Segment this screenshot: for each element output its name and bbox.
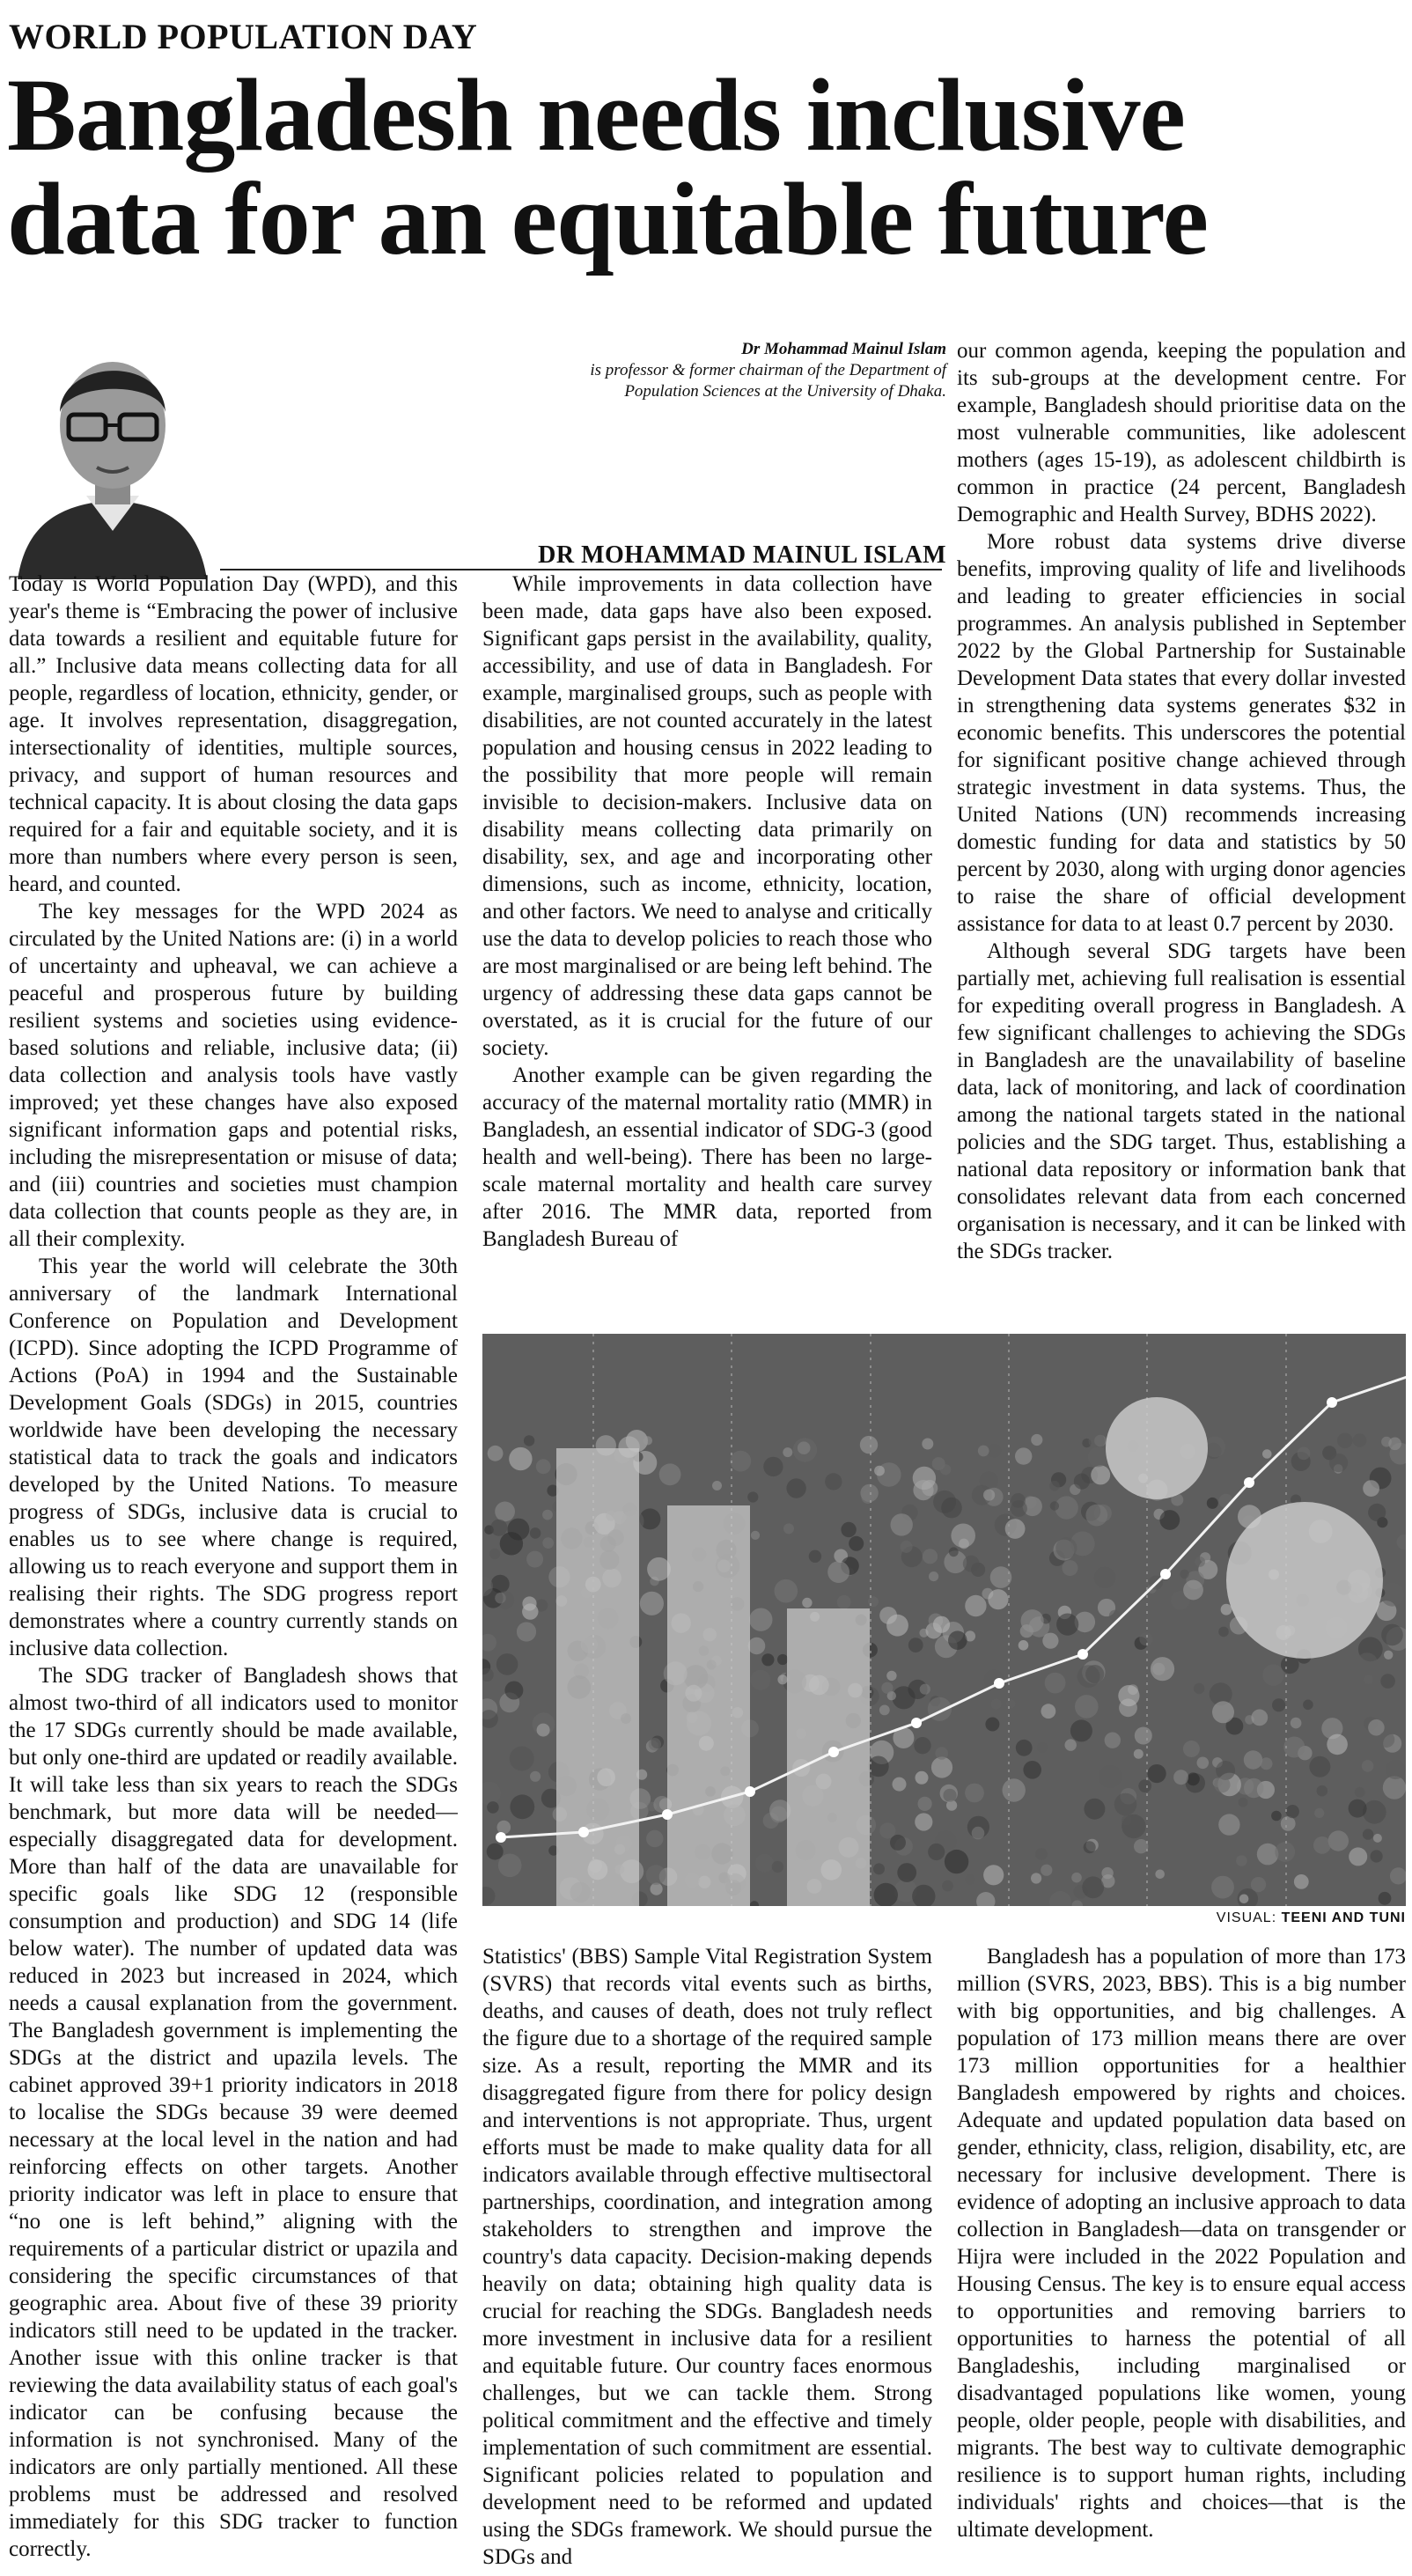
crowd-head [913, 1480, 933, 1500]
crowd-head [1135, 1727, 1152, 1745]
author-name: Dr Mohammad Mainul Islam [741, 340, 946, 358]
crowd-head [777, 1654, 788, 1665]
crowd-head [901, 1541, 913, 1553]
crowd-head [1211, 1876, 1234, 1899]
crowd-head [524, 1435, 534, 1446]
crowd-head [530, 1771, 541, 1782]
crowd-head [783, 1447, 792, 1457]
crowd-head [988, 1444, 1002, 1458]
crowd-head [1388, 1438, 1401, 1451]
crowd-head [1216, 1761, 1235, 1780]
crowd-head [862, 1546, 877, 1561]
crowd-head [990, 1566, 1012, 1588]
crowd-head [537, 1724, 550, 1737]
crowd-head [1371, 1850, 1383, 1862]
crowd-head [861, 1490, 874, 1504]
crowd-head [1373, 1834, 1382, 1843]
crowd-head [1003, 1778, 1026, 1801]
crowd-head [536, 1459, 551, 1474]
crowd-head [755, 1854, 774, 1873]
crowd-head [972, 1827, 985, 1840]
crowd-head [1099, 1765, 1122, 1788]
paragraph: Today is World Population Day (WPD), and this year's theme is “Embracing the power of inclusive data towards a resilient and equitable future for all.” Inclusive data means collecting data for all people, regardless of location, ethnicity, gender, or age. It involves representation, disaggregation, intersectionality of identities, multiple sources, privacy, and support of human resources and technical capacity. It is about closing the data gaps required for a fair and equitable society, and it is more than numbers where every person is seen, heard, and counted. [9, 572, 458, 896]
crowd-head [963, 1556, 980, 1572]
crowd-head [498, 1854, 522, 1878]
crowd-head [1244, 1778, 1263, 1798]
crowd-head [786, 1478, 805, 1498]
crowd-head [965, 1784, 984, 1803]
crowd-head [1089, 1432, 1106, 1449]
crowd-head [1015, 1447, 1032, 1464]
crowd-head [510, 1794, 534, 1819]
crowd-head [643, 1436, 652, 1445]
paragraph: More robust data systems drive diverse benefits, improving quality of life and livelihoods and leading to greater efficiencies in social programmes. An analysis published in September 2022 by the Global Partnership for Sustainable Development Data states that every dollar invested in strengthening data systems generates $32 in economic benefits. This underscores the potential for significant positive change achieved through strategic investment in data systems. Thus, the United Nations (UN) recommends increasing domestic funding for data and statistics by 50 percent by 2030, along with urging donor agencies to raise the share of official development assistance for data to at least 0.7 percent by 2030. [957, 530, 1406, 936]
crowd-head [916, 1771, 929, 1785]
crowd-head [1207, 1498, 1218, 1509]
crowd-head [1239, 1798, 1248, 1807]
crowd-head [978, 1446, 989, 1457]
crowd-head [1349, 1847, 1367, 1866]
crowd-head [1357, 1652, 1378, 1674]
crowd-head [891, 1513, 913, 1535]
crowd-head [941, 1498, 962, 1519]
crowd-head [1194, 1683, 1204, 1694]
crowd-head [646, 1865, 666, 1885]
crowd-head [1031, 1434, 1042, 1446]
crowd-head [841, 1522, 856, 1537]
crowd-head [827, 1561, 849, 1583]
crowd-head [1070, 1719, 1092, 1741]
crowd-head [949, 1547, 959, 1557]
crowd-head [1251, 1710, 1268, 1726]
crowd-head [646, 1830, 663, 1847]
crowd-head [1074, 1474, 1090, 1490]
crowd-head [761, 1653, 774, 1666]
crowd-head [775, 1579, 798, 1603]
crowd-head [542, 1510, 553, 1520]
crowd-head [1283, 1737, 1305, 1758]
crowd-head [897, 1863, 916, 1882]
crowd-head [509, 1447, 532, 1470]
crowd-head [1314, 1808, 1324, 1818]
crowd-head [1065, 1739, 1077, 1750]
author-photo [9, 320, 216, 579]
trend-marker [1327, 1397, 1337, 1408]
crowd-head [1031, 1873, 1041, 1883]
crowd-head [749, 1608, 772, 1631]
crowd-head [772, 1861, 783, 1873]
crowd-head [1049, 1481, 1060, 1491]
crowd-head [1173, 1770, 1188, 1785]
crowd-head [1363, 1480, 1379, 1497]
crowd-head [1155, 1870, 1165, 1880]
trend-marker [496, 1832, 506, 1843]
crowd-head [490, 1520, 507, 1536]
crowd-head [988, 1589, 1008, 1609]
crowd-head [929, 1571, 938, 1581]
crowd-head [530, 1527, 541, 1539]
pie-disc [1106, 1397, 1208, 1499]
crowd-head [487, 1801, 499, 1814]
paragraph: Statistics' (BBS) Sample Vital Registration System (SVRS) that records vital events such as births, deaths, and causes of death, does not truly reflect the figure due to a shortage of the required sample size. As a result, reporting the MMR and its disaggregated figure from there for policy design and interventions is not appropriate. Thus, urgent efforts must be made to make quality data for all indicators available through effective multisectoral partnerships, coordination, and integration among stakeholders to strengthen and improve the country's data capacity. Decision-making depends heavily on data; obtaining high quality data is crucial for reaching the SDGs. Bangladesh needs more investment in inclusive data for a resilient and equitable future. Our country faces enormous challenges, but we can tackle them. Strong political commitment and the effective and timely implementation of such commitment are essential. Significant policies related to population and development need to be reformed and updated using the SDGs framework. We should pursue the SDGs and [482, 1945, 932, 2569]
crowd-head [1088, 1446, 1108, 1467]
crowd-head [517, 1622, 536, 1641]
crowd-head [1091, 1465, 1110, 1484]
crowd-head [1159, 1510, 1180, 1530]
visual-credit-label: VISUAL: [1216, 1910, 1277, 1925]
crowd-head [1363, 1800, 1386, 1824]
crowd-head [495, 1593, 506, 1604]
crowd-head [1180, 1570, 1188, 1579]
crowd-head [1380, 1674, 1395, 1689]
crowd-head [1006, 1699, 1015, 1708]
crowd-head [1353, 1433, 1367, 1447]
pie-disc [1226, 1502, 1383, 1659]
crowd-head [1082, 1876, 1104, 1898]
crowd-head [983, 1865, 1004, 1885]
visual-bar [787, 1608, 870, 1906]
article-column-2-bottom [482, 1943, 932, 2570]
crowd-head [991, 1699, 1002, 1710]
crowd-head [751, 1531, 760, 1540]
crowd-head [825, 1473, 842, 1490]
paragraph: While improvements in data collection have been made, data gaps have also been exposed. Significant gaps persist in the availability, quality, accessibility, and use of data in Bangladesh. For example, marginalised groups, such as people with disabilities, are not counted accurately in the latest population and housing census in 2022 leading to the possibility that more people will remain invisible to decision-makers. Inclusive data on disability means collecting data primarily on disability, sex, and age and incorporating other dimensions, such as income, ethnicity, location, and other factors. We need to analyse and critically use the data to develop policies to reach those who are most marginalised or are being left behind. The urgency of addressing these data gaps cannot be overstated, as it is crucial for the future of our society. [482, 572, 932, 1060]
crowd-head [1363, 1829, 1373, 1839]
article-column-2-top [482, 570, 932, 1319]
crowd-head [1272, 1698, 1285, 1711]
crowd-head [495, 1502, 515, 1522]
crowd-head [933, 1616, 950, 1633]
crowd-head [1386, 1760, 1405, 1779]
crowd-head [879, 1705, 890, 1716]
crowd-head [942, 1880, 953, 1892]
crowd-head [1329, 1454, 1348, 1472]
crowd-head [712, 1481, 722, 1490]
crowd-head [488, 1446, 504, 1461]
crowd-head [886, 1615, 908, 1637]
crowd-head [1094, 1567, 1115, 1588]
crowd-head [763, 1457, 783, 1476]
crowd-head [487, 1844, 504, 1860]
crowd-head [542, 1537, 554, 1549]
trend-marker [911, 1718, 922, 1728]
crowd-head [1251, 1877, 1266, 1892]
section-kicker: WORLD POPULATION DAY [9, 17, 478, 56]
crowd-head [504, 1682, 523, 1700]
crowd-head [1019, 1640, 1029, 1651]
trend-marker [578, 1827, 589, 1837]
crowd-head [522, 1596, 536, 1610]
crowd-head [1303, 1700, 1313, 1711]
trend-marker [1244, 1477, 1254, 1488]
paragraph: The key messages for the WPD 2024 as circulated by the United Nations are: (i) in a world of uncertainty and upheaval, we can achieve a peaceful and prosperous future by building resilient systems and societies using evidence-based solutions and reliable, inclusive data; (ii) data collection and analysis tools have vastly improved; yet these changes have also exposed significant information gaps and potential risks, including the misrepresentation or misuse of data; and (iii) countries and societies must champion data collection that counts people as they are, in all their complexity. [9, 900, 458, 1251]
crowd-head [1118, 1685, 1139, 1706]
crowd-head [510, 1747, 534, 1771]
crowd-head [922, 1439, 933, 1450]
headline-line-1: Bangladesh needs inclusive [7, 57, 1185, 173]
crowd-head [1075, 1695, 1099, 1719]
visual-credit [1056, 1910, 1406, 1926]
crowd-head [874, 1466, 885, 1476]
crowd-head [1011, 1493, 1026, 1508]
crowd-head [1085, 1665, 1104, 1683]
trend-marker [745, 1786, 755, 1797]
crowd-head [1262, 1665, 1283, 1686]
crowd-head [1236, 1855, 1247, 1866]
crowd-head [526, 1551, 543, 1568]
crowd-head [497, 1821, 511, 1835]
crowd-head [1183, 1741, 1200, 1757]
author-bio [493, 339, 946, 402]
paragraph: Although several SDG targets have been partially met, achieving full realisation is essential for expediting overall progress in Bangladesh. A few significant challenges to achieving the SDGs in Bangladesh are the unavailability of baseline data, lack of monitoring, and lack of coordination among the national targets stated in the national policies and the SDG target. Thus, establishing a national data repository or information bank that consolidates relevant data from each concerned organisation is necessary, and it can be linked with the SDGs tracker. [957, 939, 1406, 1263]
crowd-head [1309, 1756, 1330, 1777]
trend-marker [828, 1747, 839, 1757]
crowd-head [489, 1549, 500, 1559]
crowd-head [893, 1777, 907, 1792]
crowd-head [1271, 1811, 1282, 1822]
crowd-head [890, 1835, 906, 1851]
crowd-head [1294, 1874, 1309, 1889]
crowd-head [1042, 1633, 1058, 1649]
crowd-head [1218, 1627, 1229, 1638]
author-bio-line-1: is professor & former chairman of the Department of [590, 361, 946, 379]
crowd-head [1383, 1776, 1406, 1799]
paragraph: our common agenda, keeping the population and its sub-groups at the development centre. For example, Bangladesh should prioritise data on the most vulnerable communities, like adolescent mothers (ages 15-19), as adolescent childbirth is common in practice (24 percent, Bangladesh Demographic and Health Survey, BDHS 2022). [957, 339, 1406, 526]
crowd-head [1148, 1764, 1166, 1783]
crowd-head [1139, 1632, 1152, 1645]
crowd-head [1275, 1842, 1295, 1862]
crowd-head [920, 1684, 930, 1695]
crowd-head [915, 1813, 932, 1830]
paragraph: Bangladesh has a population of more than 173 million (SVRS, 2023, BBS). This is a big number with big opportunities, and big challenges. A population of 173 million means there are over 173 million opportunities for a healthier Bangladesh empowered by rights and choices. Adequate and updated population data based on gender, ethnicity, class, religion, disability, etc, are necessary for inclusive development. There is evidence of adopting an inclusive approach to data collection in Bangladesh—data on transgender or Hijra were included in the 2022 Population and Housing Census. The key is to ensure equal access to opportunities and removing barriers to opportunities to harness the potential of all Bangladeshis, including marginalised or disadvantaged populations like women, young people, older people, people with disabilities, and migrants. The best way to cultivate demographic resilience is to support human rights, including individuals' rights and choices—that is the ultimate development. [957, 1945, 1406, 2542]
crowd-head [1084, 1799, 1105, 1820]
crowd-head [1134, 1839, 1148, 1853]
crowd-head [860, 1436, 878, 1454]
crowd-head [783, 1523, 794, 1534]
crowd-head [1384, 1651, 1393, 1660]
crowd-head [802, 1598, 812, 1608]
crowd-head [1114, 1793, 1137, 1816]
headline-line-2: data for an equitable future [7, 161, 1209, 276]
crowd-head [1035, 1848, 1048, 1860]
crowd-head [1349, 1800, 1367, 1818]
crowd-head [1281, 1656, 1299, 1674]
crowd-head [918, 1797, 932, 1811]
crowd-head [1056, 1614, 1078, 1636]
crowd-head [1016, 1740, 1033, 1756]
crowd-head [943, 1789, 956, 1802]
crowd-head [1317, 1785, 1328, 1797]
crowd-head [948, 1630, 967, 1650]
crowd-head [1328, 1830, 1349, 1851]
crowd-head [748, 1638, 766, 1655]
crowd-head [1286, 1805, 1299, 1818]
crowd-head [777, 1674, 787, 1684]
crowd-head [965, 1874, 975, 1885]
crowd-head [730, 1451, 751, 1472]
crowd-head [951, 1524, 975, 1549]
trend-marker [1160, 1569, 1171, 1579]
crowd-head [935, 1747, 948, 1760]
crowd-head [1085, 1505, 1107, 1527]
crowd-head [750, 1670, 770, 1690]
data-visual-illustration [482, 1334, 1406, 1906]
crowd-head [914, 1737, 930, 1754]
crowd-head [923, 1549, 938, 1564]
crowd-head [945, 1850, 968, 1873]
crowd-head [1138, 1779, 1151, 1792]
crowd-head [1212, 1701, 1234, 1723]
crowd-head [881, 1682, 893, 1694]
crowd-head [1355, 1787, 1365, 1798]
crowd-head [908, 1638, 923, 1652]
crowd-head [1105, 1733, 1121, 1748]
crowd-head [837, 1595, 851, 1609]
crowd-head [1327, 1734, 1348, 1755]
crowd-head [1337, 1433, 1353, 1449]
crowd-head [983, 1490, 995, 1501]
article-column-1 [9, 570, 458, 2567]
crowd-head [1045, 1673, 1066, 1694]
headline [7, 57, 1407, 276]
article-column-3-top [957, 337, 1406, 1319]
crowd-head [1071, 1873, 1082, 1883]
crowd-head [659, 1463, 681, 1485]
paragraph: Another example can be given regarding the accuracy of the maternal mortality ratio (MMR) in Bangladesh, an essential indicator of SDG-3 (good health and well-being). There has been no large-scale maternal mortality and health care survey after 2016. The MMR data, reported from Bangladesh Bureau of [482, 1064, 932, 1251]
crowd-head [849, 1536, 864, 1551]
crowd-head [868, 1596, 879, 1607]
crowd-head [1041, 1865, 1052, 1876]
crowd-head [640, 1592, 664, 1616]
crowd-head [1362, 1760, 1374, 1772]
crowd-head [507, 1519, 529, 1541]
crowd-head [940, 1464, 951, 1475]
crowd-head [1134, 1749, 1144, 1759]
crowd-head [1381, 1624, 1403, 1646]
crowd-head [1368, 1504, 1386, 1521]
crowd-head [496, 1653, 518, 1675]
crowd-head [985, 1718, 999, 1732]
visual-bar [667, 1505, 750, 1906]
crowd-head [928, 1844, 945, 1860]
paragraph: This year the world will celebrate the 30th anniversary of the landmark International Conference on Population and Development (ICPD). Since adopting the ICPD Programme of Actions (PoA) in 1994 and the Sustainable Development Goals (SDGs) in 2015, countries worldwide have been developing the necessary statistical data to track the goals and indicators developed by the United Nations. To measure progress of SDGs, inclusive data is crucial to enables us to see where change is required, allowing us to reach everyone and support them in realising their rights. The SDG progress report demonstrates where a country currently stands on inclusive data collection. [9, 1255, 458, 1660]
crowd-head [1262, 1449, 1272, 1459]
article-column-3-bottom [957, 1943, 1406, 2570]
crowd-head [1218, 1814, 1239, 1835]
paragraph: The SDG tracker of Bangladesh shows that almost two-third of all indicators used to monitor the 17 SDGs currently should be made available, but only one-third are updated or readily available. It will take less than six years to reach the SDGs benchmark, but more data will be needed—especially disaggregated data for development. More than half of the data are unavailable for specific goals like SDG 12 (responsible consumption and production) and SDG 14 (life below water). The number of updated data was reduced in 2023 but increased in 2024, which needs a causal explanation from the government. The Bangladesh government is implementing the SDGs at the district and upazila levels. The cabinet approved 39+1 priority indicators in 2018 to localise the SDGs because 39 were deemed necessary at the local level in the nation and had reinforcing effects on other targets. Another priority indicator was left in place to ensure that “no one is left behind,” aligning with the requirements of a particular district or upazila and considering the specific circumstances of that geographic area. About five of these 39 priority indicators still need to be updated in the tracker. Another issue with this online tracker is that reviewing the data availability status of each goal's indicator can be confusing because the information is not synchronised. Many of the indicators are only partially mentioned. All these problems must be addressed and resolved immediately for this SDG tracker to function correctly. [9, 1664, 458, 2561]
crowd-head [1291, 1718, 1302, 1729]
crowd-head [1041, 1704, 1056, 1719]
crowd-head [965, 1595, 986, 1616]
crowd-head [1023, 1761, 1041, 1779]
crowd-head [1298, 1446, 1311, 1460]
crowd-head [1379, 1892, 1392, 1905]
visual-bar [556, 1448, 639, 1906]
crowd-head [1005, 1519, 1026, 1539]
byline: DR MOHAMMAD MAINUL ISLAM [538, 541, 946, 569]
crowd-head [1239, 1895, 1249, 1904]
crowd-head [649, 1738, 661, 1750]
crowd-head [1183, 1580, 1203, 1601]
crowd-head [1063, 1560, 1078, 1576]
crowd-head [1364, 1674, 1373, 1684]
crowd-head [873, 1863, 885, 1874]
crowd-head [931, 1756, 952, 1777]
crowd-head [886, 1671, 896, 1681]
crowd-head [1221, 1604, 1232, 1616]
crowd-head [1195, 1557, 1205, 1567]
crowd-head [1151, 1657, 1174, 1681]
crowd-head [1084, 1841, 1096, 1853]
trend-marker [662, 1809, 673, 1820]
trend-marker [994, 1678, 1004, 1689]
crowd-head [1379, 1732, 1394, 1748]
crowd-head [809, 1550, 821, 1563]
crowd-head [1050, 1501, 1059, 1510]
crowd-head [793, 1438, 817, 1461]
crowd-head [1214, 1777, 1230, 1792]
crowd-head [1244, 1750, 1262, 1769]
author-bio-line-2: Population Sciences at the University of Dhaka. [624, 382, 946, 401]
crowd-head [1187, 1772, 1200, 1785]
crowd-head [1122, 1815, 1132, 1826]
crowd-head [1313, 1836, 1331, 1854]
trend-marker [1077, 1649, 1088, 1660]
visual-credit-name: TEENI AND TUNI [1281, 1910, 1406, 1925]
crowd-head [874, 1883, 898, 1906]
crowd-head [1037, 1742, 1048, 1753]
crowd-head [1021, 1609, 1044, 1632]
crowd-head [747, 1491, 758, 1502]
crowd-head [1197, 1757, 1210, 1770]
crowd-head [647, 1557, 671, 1581]
crowd-head [1281, 1816, 1296, 1831]
crowd-head [1055, 1537, 1077, 1558]
crowd-head [1261, 1757, 1273, 1770]
